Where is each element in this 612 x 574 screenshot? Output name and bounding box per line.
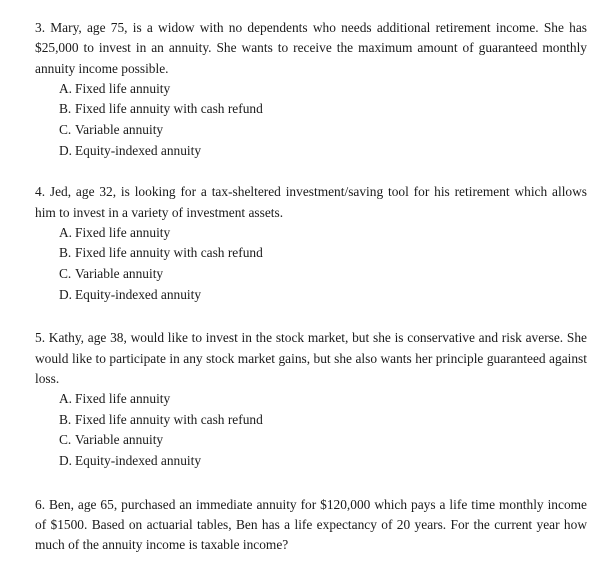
option-text: Fixed life annuity with cash refund bbox=[75, 101, 263, 117]
option-b bbox=[59, 410, 587, 431]
answer-options bbox=[35, 389, 587, 471]
option-text: Variable annuity bbox=[75, 432, 164, 448]
option-letter: D. bbox=[59, 286, 73, 302]
option-b bbox=[59, 243, 587, 264]
option-letter: A. bbox=[59, 224, 73, 240]
option-letter: A. bbox=[59, 391, 73, 407]
option-text: Fixed life annuity with cash refund bbox=[75, 411, 263, 427]
option-a bbox=[59, 79, 587, 100]
option-a bbox=[59, 223, 587, 244]
option-text: Fixed life annuity bbox=[75, 391, 171, 407]
option-text: Fixed life annuity bbox=[75, 80, 171, 96]
option-letter: B. bbox=[59, 245, 72, 261]
document-page bbox=[35, 18, 587, 555]
question-text: 3. Mary, age 75, is a widow with no dependents who needs additional retirement income. She has $25,000 to invest in an annuity. She wants to receive the maximum amount of guaranteed monthly annuity income possible. bbox=[35, 20, 587, 76]
option-letter: C. bbox=[59, 266, 72, 282]
answer-options bbox=[35, 79, 587, 161]
option-c bbox=[59, 120, 587, 141]
answer-options bbox=[35, 223, 587, 305]
option-a bbox=[59, 389, 587, 410]
option-letter: D. bbox=[59, 142, 73, 158]
question-4 bbox=[35, 182, 587, 305]
question-5 bbox=[35, 328, 587, 471]
option-letter: B. bbox=[59, 101, 72, 117]
option-d bbox=[59, 285, 587, 306]
question-text: 6. Ben, age 65, purchased an immediate annuity for $120,000 which pays a life time monthly income of $1500. Based on actuarial tables, Ben has a life expectancy of 20 years. For the current year how much of the annuity income is taxable income? bbox=[35, 496, 587, 553]
option-letter: B. bbox=[59, 411, 72, 427]
option-c bbox=[59, 264, 587, 285]
option-text: Variable annuity bbox=[75, 266, 164, 282]
option-b bbox=[59, 99, 587, 120]
option-letter: C. bbox=[59, 432, 72, 448]
option-text: Equity-indexed annuity bbox=[75, 142, 202, 158]
option-text: Fixed life annuity with cash refund bbox=[75, 245, 263, 261]
question-6 bbox=[35, 495, 587, 556]
option-text: Variable annuity bbox=[75, 122, 164, 138]
option-text: Equity-indexed annuity bbox=[75, 286, 202, 302]
option-text: Fixed life annuity bbox=[75, 224, 171, 240]
option-d bbox=[59, 451, 587, 472]
option-d bbox=[59, 141, 587, 162]
option-letter: C. bbox=[59, 122, 72, 138]
question-3 bbox=[35, 18, 587, 161]
question-text: 5. Kathy, age 38, would like to invest in the stock market, but she is conservative and risk averse. She would like to participate in any stock market gains, but she also wants her principle guaranteed against loss. bbox=[35, 330, 587, 386]
question-text: 4. Jed, age 32, is looking for a tax-sheltered investment/saving tool for his retirement which allows him to invest in a variety of investment assets. bbox=[35, 184, 587, 220]
option-c bbox=[59, 430, 587, 451]
option-letter: A. bbox=[59, 80, 73, 96]
option-letter: D. bbox=[59, 452, 73, 468]
option-text: Equity-indexed annuity bbox=[75, 452, 202, 468]
